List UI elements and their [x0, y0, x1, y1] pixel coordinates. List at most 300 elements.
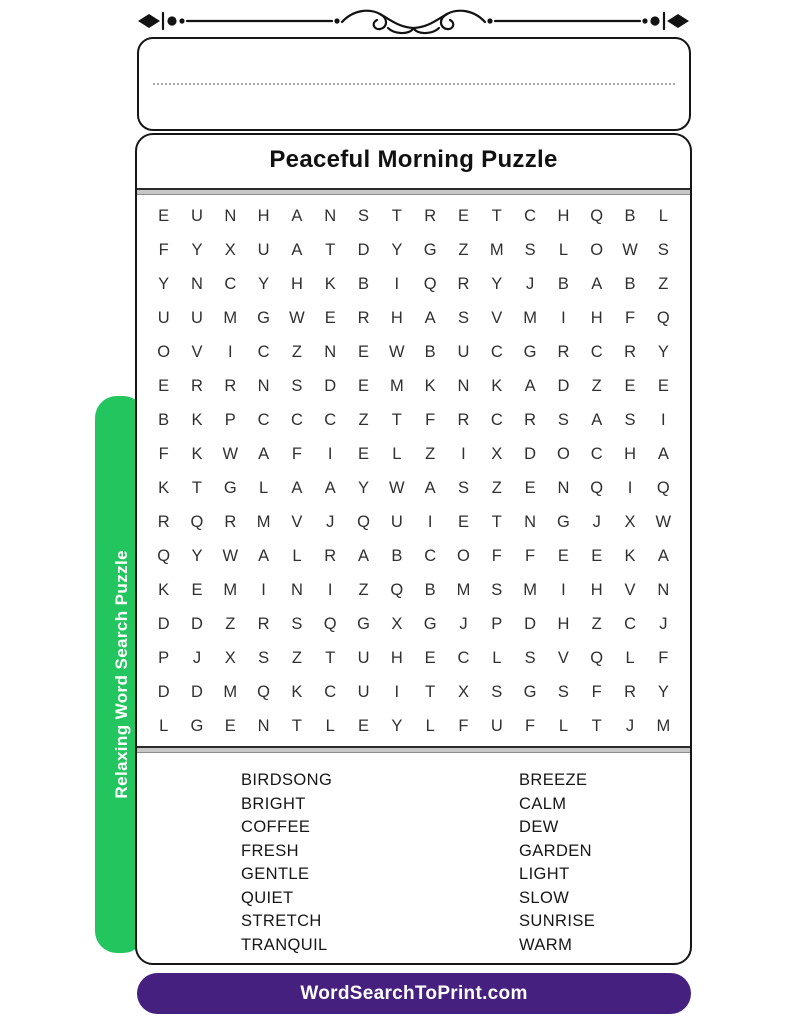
word-item: GENTLE: [241, 865, 310, 883]
grid-cell: K: [158, 580, 170, 599]
grid-cell: V: [557, 648, 569, 667]
grid-cell: X: [391, 614, 403, 633]
grid-cell: Q: [656, 478, 670, 497]
grid-cell: W: [655, 512, 672, 531]
grid-cell: B: [624, 207, 636, 226]
grid-cell: L: [159, 716, 169, 735]
grid-cell: Z: [291, 343, 302, 362]
grid-cell: M: [223, 309, 238, 328]
grid-row: [147, 641, 680, 675]
grid-cell: E: [358, 716, 370, 735]
word-item: SLOW: [519, 888, 570, 907]
grid-cell: I: [461, 445, 466, 464]
grid-cell: P: [491, 614, 503, 633]
grid-cell: C: [257, 411, 270, 430]
grid-cell: G: [257, 309, 271, 328]
grid-cell: Z: [458, 241, 469, 260]
grid-cell: R: [324, 546, 337, 565]
grid-cell: P: [158, 648, 170, 667]
grid-cell: M: [389, 377, 404, 396]
grid-cell: G: [190, 716, 204, 735]
grid-cell: Z: [358, 411, 369, 430]
grid-cell: Y: [657, 682, 669, 701]
grid-cell: T: [191, 478, 203, 497]
grid-cell: M: [489, 241, 504, 260]
puzzle-card: [135, 133, 692, 965]
grid-cell: H: [590, 309, 603, 328]
grid-cell: K: [191, 445, 203, 464]
grid-cell: L: [558, 241, 568, 260]
grid-cell: Y: [191, 546, 203, 565]
grid-cell: E: [424, 648, 436, 667]
grid-cell: G: [223, 478, 237, 497]
grid-cell: J: [659, 614, 668, 633]
grid-cell: L: [259, 478, 269, 497]
grid-cell: U: [457, 343, 470, 362]
grid-cell: A: [591, 275, 603, 294]
word-item: BREEZE: [519, 771, 588, 789]
grid-cell: E: [358, 377, 370, 396]
grid-cell: T: [291, 716, 302, 735]
grid-cell: N: [457, 377, 470, 396]
grid-cell: E: [158, 207, 170, 226]
grid-cell: Q: [590, 648, 604, 667]
grid-cell: X: [457, 682, 469, 701]
grid-cell: S: [258, 648, 270, 667]
grid-cell: G: [523, 682, 537, 701]
grid-cell: C: [324, 682, 337, 701]
grid-cell: V: [291, 512, 303, 531]
grid-cell: B: [391, 546, 403, 565]
grid-cell: N: [224, 207, 237, 226]
grid-cell: A: [424, 309, 436, 328]
grid-cell: R: [157, 512, 170, 531]
grid-row: [147, 675, 680, 709]
grid-cell: K: [158, 478, 170, 497]
grid-cell: S: [491, 580, 503, 599]
grid-cell: D: [157, 614, 170, 633]
grid-cell: R: [524, 411, 537, 430]
page-title: Peaceful Morning Puzzle: [269, 146, 558, 173]
grid-cell: E: [224, 716, 236, 735]
grid-cell: R: [224, 512, 237, 531]
grid-cell: C: [624, 614, 636, 633]
grid-cell: D: [524, 614, 537, 633]
grid-cell: G: [357, 614, 370, 633]
grid-cell: Q: [390, 580, 404, 599]
grid-cell: N: [324, 343, 337, 362]
grid-cell: Q: [590, 478, 604, 497]
grid-cell: X: [224, 648, 236, 667]
grid-cell: L: [325, 716, 335, 735]
grid-cell: T: [491, 512, 502, 531]
grid-cell: X: [224, 241, 236, 260]
grid-cell: G: [423, 614, 437, 633]
grid-cell: Y: [358, 478, 370, 497]
top-divider: [137, 188, 690, 195]
grid-cell: H: [390, 648, 403, 667]
grid-cell: N: [191, 275, 203, 294]
grid-cell: J: [525, 275, 535, 294]
grid-cell: K: [491, 377, 503, 396]
grid-cell: A: [258, 445, 270, 464]
grid-cell: I: [561, 580, 566, 599]
grid-cell: I: [227, 343, 233, 362]
grid-cell: T: [391, 207, 402, 226]
word-item: SUNRISE: [519, 912, 596, 930]
grid-cell: Y: [391, 716, 403, 735]
grid-cell: H: [390, 309, 403, 328]
word-col-1: [241, 769, 519, 963]
grid-cell: A: [524, 377, 536, 396]
grid-cell: L: [558, 716, 568, 735]
grid-cell: R: [557, 343, 570, 362]
grid-cell: R: [224, 377, 237, 396]
grid-cell: C: [424, 546, 437, 565]
word-item: FRESH: [241, 841, 299, 860]
grid-cell: I: [327, 580, 333, 599]
grid-cell: S: [524, 241, 536, 260]
grid-row: [147, 472, 680, 506]
grid-cell: M: [523, 580, 537, 599]
grid-cell: T: [325, 648, 336, 667]
grid-cell: T: [591, 716, 602, 735]
grid-cell: L: [625, 648, 635, 667]
grid-cell: L: [292, 546, 302, 565]
grid-cell: N: [557, 478, 570, 497]
grid-cell: A: [591, 411, 603, 430]
grid-cell: B: [358, 275, 370, 294]
grid-cell: B: [624, 275, 636, 294]
grid-cell: Q: [656, 309, 670, 328]
grid-cell: T: [325, 241, 336, 260]
grid-cell: A: [358, 546, 370, 565]
footer-banner: [137, 973, 691, 1014]
grid-cell: E: [557, 546, 569, 565]
grid-cell: W: [222, 445, 239, 464]
grid-cell: H: [624, 445, 636, 464]
grid-cell: T: [491, 207, 502, 226]
grid-cell: C: [590, 343, 603, 362]
grid-cell: D: [357, 241, 370, 260]
grid-cell: Q: [423, 275, 437, 294]
grid-cell: R: [624, 343, 636, 362]
flourish-right: [414, 11, 689, 33]
grid-cell: D: [324, 377, 337, 396]
grid-cell: M: [223, 682, 238, 701]
grid-cell: J: [459, 614, 468, 633]
grid-cell: W: [389, 343, 405, 362]
grid-cell: F: [458, 716, 469, 735]
grid-cell: E: [624, 377, 636, 396]
writing-line: [153, 83, 675, 85]
side-tab-label: Relaxing Word Search Puzzle: [111, 550, 131, 799]
grid-cell: M: [256, 512, 271, 531]
grid-cell: J: [192, 648, 202, 667]
grid-cell: F: [291, 445, 302, 464]
grid-cell: F: [158, 241, 169, 260]
grid-cell: F: [624, 309, 636, 328]
grid-cell: U: [191, 309, 203, 328]
grid-cell: N: [257, 716, 270, 735]
grid-cell: U: [490, 716, 503, 735]
word-item: WARM: [519, 935, 573, 954]
grid-row: [147, 607, 680, 641]
flourish-ornament-icon: [136, 5, 691, 37]
grid-cell: L: [392, 445, 402, 464]
grid-cell: H: [257, 207, 270, 226]
grid-cell: B: [424, 343, 436, 362]
grid-cell: Y: [158, 275, 170, 294]
grid-cell: S: [291, 377, 303, 396]
grid-cell: Z: [591, 377, 602, 396]
grid-cell: Y: [491, 275, 503, 294]
grid-cell: Y: [391, 241, 403, 260]
grid-cell: H: [557, 614, 570, 633]
grid-cell: Z: [591, 614, 602, 633]
grid-cell: L: [658, 207, 668, 226]
grid-cell: H: [290, 275, 303, 294]
grid-cell: T: [425, 682, 436, 701]
grid-cell: F: [158, 445, 169, 464]
grid-cell: V: [624, 580, 636, 599]
footer-label: WordSearchToPrint.com: [300, 982, 528, 1004]
grid-cell: F: [591, 682, 602, 701]
word-item: BRIGHT: [241, 794, 306, 813]
grid-cell: G: [523, 343, 537, 362]
grid-cell: R: [457, 411, 470, 430]
word-item: BIRDSONG: [241, 771, 333, 789]
grid-cell: N: [657, 580, 670, 599]
grid-cell: J: [625, 716, 635, 735]
grid-cell: T: [391, 411, 402, 430]
grid-cell: Y: [657, 343, 669, 362]
grid-cell: F: [658, 648, 669, 667]
grid-cell: O: [556, 445, 570, 464]
grid-cell: U: [257, 241, 270, 260]
grid-cell: W: [289, 309, 305, 328]
grid-cell: R: [457, 275, 470, 294]
grid-row: [147, 438, 680, 472]
grid-row: [147, 404, 680, 438]
word-item: TRANQUIL: [241, 935, 328, 954]
grid-cell: D: [157, 682, 170, 701]
grid-cell: K: [624, 546, 636, 565]
grid-row: [147, 336, 680, 370]
grid-cell: C: [290, 411, 303, 430]
grid-cell: U: [357, 682, 370, 701]
word-col-2: [519, 769, 595, 963]
word-list: [137, 753, 690, 963]
grid-cell: W: [622, 241, 638, 260]
grid-cell: I: [394, 275, 400, 294]
grid-cell: A: [291, 241, 303, 260]
grid-cell: I: [627, 478, 633, 497]
word-item: DEW: [519, 818, 559, 836]
grid-cell: I: [427, 512, 433, 531]
grid-cell: E: [657, 377, 669, 396]
grid-cell: S: [524, 648, 536, 667]
grid-row: [147, 539, 680, 573]
flourish-left: [138, 11, 413, 33]
grid-cell: C: [324, 411, 337, 430]
grid-cell: S: [624, 411, 636, 430]
name-date-box: [137, 37, 691, 131]
grid-cell: A: [424, 478, 436, 497]
grid-cell: Y: [258, 275, 270, 294]
grid-cell: S: [358, 207, 370, 226]
grid-cell: M: [656, 716, 671, 735]
grid-cell: O: [590, 241, 604, 260]
grid-cell: A: [258, 546, 270, 565]
grid-cell: E: [191, 580, 203, 599]
grid-cell: J: [326, 512, 335, 531]
grid-cell: M: [223, 580, 238, 599]
grid-cell: O: [457, 546, 470, 565]
grid-cell: U: [191, 207, 203, 226]
grid-cell: K: [291, 682, 303, 701]
grid-cell: R: [191, 377, 203, 396]
grid-cell: E: [324, 309, 336, 328]
grid-cell: A: [291, 478, 303, 497]
grid-cell: L: [425, 716, 435, 735]
grid-cell: S: [491, 682, 503, 701]
grid-cell: D: [557, 377, 570, 396]
grid-row: [147, 200, 680, 234]
word-item: LIGHT: [519, 865, 570, 883]
grid-cell: G: [423, 241, 437, 260]
grid-cell: I: [394, 682, 400, 701]
grid-cell: E: [358, 343, 370, 362]
grid-row: [147, 505, 680, 539]
grid-cell: E: [457, 207, 469, 226]
grid-cell: Y: [191, 241, 203, 260]
grid-row: [147, 234, 680, 268]
grid-cell: J: [592, 512, 601, 531]
grid-row: [147, 709, 680, 743]
grid-cell: D: [191, 682, 203, 701]
grid-cell: M: [456, 580, 471, 599]
grid-cell: X: [491, 445, 503, 464]
grid-cell: L: [492, 648, 502, 667]
grid-cell: K: [191, 411, 203, 430]
grid-cell: V: [191, 343, 203, 362]
grid-cell: K: [324, 275, 336, 294]
letter-grid: [137, 195, 690, 746]
grid-cell: M: [523, 309, 537, 328]
grid-cell: E: [591, 546, 603, 565]
word-item: QUIET: [241, 888, 294, 907]
grid-cell: B: [158, 411, 170, 430]
grid-row: [147, 302, 680, 336]
grid-cell: C: [457, 648, 470, 667]
grid-cell: G: [556, 512, 570, 531]
grid-cell: Q: [257, 682, 271, 701]
grid-cell: W: [222, 546, 239, 565]
grid-cell: I: [261, 580, 266, 599]
grid-cell: I: [561, 309, 566, 328]
grid-cell: S: [557, 411, 569, 430]
grid-cell: F: [491, 546, 502, 565]
grid-cell: X: [624, 512, 636, 531]
grid-cell: Z: [491, 478, 502, 497]
grid-cell: R: [257, 614, 270, 633]
grid-row: [147, 370, 680, 404]
grid-cell: R: [357, 309, 370, 328]
grid-cell: N: [324, 207, 337, 226]
grid-cell: O: [157, 343, 171, 362]
grid-cell: A: [657, 445, 669, 464]
grid-cell: A: [657, 546, 669, 565]
grid-cell: Z: [358, 580, 369, 599]
word-item: GARDEN: [519, 841, 592, 860]
grid-cell: H: [590, 580, 603, 599]
grid-cell: Z: [291, 648, 302, 667]
grid-row: [147, 573, 680, 607]
grid-cell: S: [657, 241, 669, 260]
grid-cell: S: [457, 478, 469, 497]
grid-cell: H: [557, 207, 570, 226]
grid-cell: F: [525, 546, 536, 565]
grid-cell: W: [389, 478, 405, 497]
grid-cell: E: [358, 445, 370, 464]
word-item: COFFEE: [241, 818, 311, 836]
grid-cell: P: [224, 411, 236, 430]
grid-cell: Z: [658, 275, 669, 294]
grid-cell: C: [490, 411, 503, 430]
grid-cell: I: [327, 445, 333, 464]
grid-cell: Q: [323, 614, 337, 633]
word-item: CALM: [519, 794, 567, 813]
grid-cell: N: [524, 512, 537, 531]
grid-cell: V: [491, 309, 503, 328]
grid-cell: F: [425, 411, 436, 430]
grid-cell: Q: [157, 546, 171, 565]
grid-cell: S: [557, 682, 569, 701]
grid-cell: E: [158, 377, 170, 396]
bottom-divider: [137, 746, 690, 753]
grid-cell: C: [590, 445, 603, 464]
grid-row: [147, 268, 680, 302]
grid-cell: C: [224, 275, 237, 294]
grid-cell: R: [424, 207, 437, 226]
grid-cell: C: [257, 343, 270, 362]
word-item: STRETCH: [241, 912, 322, 930]
grid-cell: Z: [225, 614, 236, 633]
grid-cell: S: [457, 309, 469, 328]
grid-cell: Q: [357, 512, 370, 531]
grid-cell: U: [390, 512, 403, 531]
grid-cell: S: [291, 614, 303, 633]
grid-cell: I: [661, 411, 666, 430]
grid-cell: N: [290, 580, 303, 599]
grid-cell: N: [257, 377, 270, 396]
grid-cell: R: [624, 682, 636, 701]
grid-cell: D: [191, 614, 203, 633]
grid-cell: E: [457, 512, 469, 531]
grid-cell: C: [490, 343, 503, 362]
grid-cell: U: [157, 309, 170, 328]
grid-cell: A: [324, 478, 336, 497]
grid-cell: B: [557, 275, 569, 294]
grid-cell: Q: [590, 207, 604, 226]
grid-cell: Q: [190, 512, 204, 531]
grid-cell: A: [291, 207, 303, 226]
grid-cell: K: [424, 377, 436, 396]
grid-cell: U: [357, 648, 370, 667]
grid-cell: Z: [425, 445, 436, 464]
grid-cell: C: [524, 207, 537, 226]
